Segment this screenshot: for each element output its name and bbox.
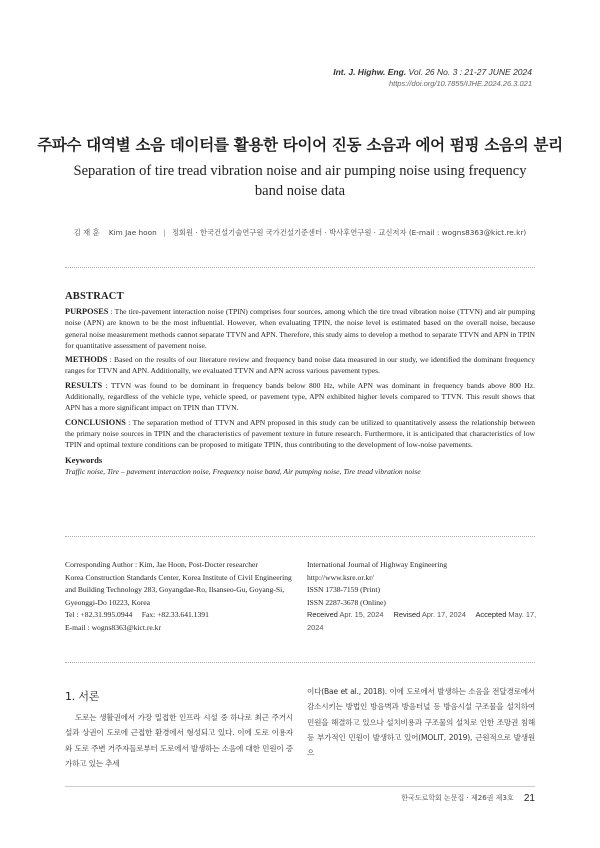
methods-label: METHODS (65, 355, 108, 365)
divider-middle (65, 536, 535, 537)
author-line (0, 228, 600, 238)
journal-name: International Journal of Highway Engineering (307, 560, 448, 569)
correspondence-line: Gyeonggi-Do 10223, Korea (65, 597, 150, 607)
history-dates (307, 609, 547, 634)
footer-divider (65, 786, 535, 787)
author-name-korean: 김 재 훈 (73, 228, 100, 237)
author-affiliation: 정회원 · 한국건설기술연구원 국가건설기준센터 · 박사후연구원 · 교신저자 (E-mail : wogns8363@kict.re.kr) (171, 228, 527, 237)
title-english: Separation of tire tread vibration noise and air pumping noise using frequency band noise data (73, 163, 527, 199)
journal-url[interactable]: http://www.ksre.or.kr/ (307, 572, 374, 582)
correspondence-phone-fax: Tel : +82.31.995.0944 Fax: +82.33.641.1391 (65, 610, 209, 619)
correspondence-line: Corresponding Author : Kim, Jae Hoon, Post-Docter researcher (65, 560, 258, 569)
keywords-list: Traffic noise, Tire – pavement interaction noise, Frequency noise band, Air pumping noise, Tire tread vibration noise (65, 466, 421, 476)
results-text: : TTVN was found to be dominant in frequency bands below 800 Hz, while APN was dominant in frequency bands above 800 Hz. Additionally, regardless of the vehicle type, vehicle speed, or pavement type, APN exhibited higher levels compared to TTVN. This result shows that APN has a more significant impact on TPIN than TTVN. (65, 380, 535, 413)
section-title-introduction: 1. 서론 (65, 690, 100, 703)
revised-label: Revised (393, 610, 421, 619)
abstract-section (65, 291, 535, 477)
correspondence-line: Korea Construction Standards Center, Korea Institute of Civil Engineering (65, 572, 292, 582)
author-name-english: Kim Jae hoon (108, 228, 157, 237)
volume-pages: Vol. 26 No. 3 : 21-27 JUNE 2024 (408, 67, 532, 77)
correspondence-line: and Building Technology 283, Goyangdae-Ro, Ilsanseo-Gu, Goyang-Si, (65, 585, 285, 594)
divider-bottom (65, 662, 535, 663)
introduction-paragraph-right: 이다(Bae et al., 2018). 이에 도로에서 발생하는 소음을 전달경로에서 감소시키는 방법인 방음벽과 방음터널 등 방음시설 구조물을 설치하여 민원을 해결하고 있으나 설치비용과 구조물의 설치로 인한 조망권 침해 등 부가적인 민원이 발생하고 있어(MOLIT, 2019), 근원적으로 발생원으 (307, 687, 535, 758)
accepted-date: May. 17, 2024 (307, 610, 537, 632)
conclusions-text: : The separation method of TTVN and APN proposed in this study can be utilized to quantitatively assess the relationship between the primary noise sources in TPIN and the characteristics of pavement texture in future research. Furthermore, it is anticipated that characteristics of low TPIN and optimal texture conditions can be proposed to mitigate TPIN, thus contributing to the development of low-noise pavements. (65, 417, 535, 450)
keywords-heading: Keywords (65, 454, 103, 465)
correspondence-email[interactable]: E-mail : wogns8363@kict.re.kr (65, 622, 161, 632)
body-column-left (65, 684, 293, 771)
received-date: Apr. 15, 2024 (339, 610, 384, 619)
doi-link[interactable]: https://doi.org/10.7855/IJHE.2024.26.3.021 (388, 79, 532, 88)
divider-top (65, 267, 535, 268)
issn-print: ISSN 1738-7159 (Print) (307, 585, 380, 594)
abstract-methods (65, 354, 535, 377)
received-label: Received (307, 610, 338, 619)
abstract-conclusions (65, 417, 535, 451)
title-korean: 주파수 대역별 소음 데이터를 활용한 타이어 진동 소음과 에어 펌핑 소음의 분리 (37, 136, 563, 154)
purposes-label: PURPOSES (65, 307, 109, 316)
footer-journal-issue: 한국도로학회 논문집 · 제26권 제3호 (401, 794, 514, 802)
journal-abbreviation: Int. J. Highw. Eng. (333, 67, 407, 77)
introduction-paragraph-left: 도로는 생활권에서 가장 밀접한 인프라 시설 중 하나로 최근 주거시설과 상권이 도로에 근접한 환경에서 형성되고 있다. 이에 도로 이용자와 도로 주변 거주자들로부터 도로에서 발생하는 소음에 대한 민원이 증가하고 있는 추세 (65, 713, 293, 768)
abstract-results (65, 380, 535, 414)
abstract-purposes (65, 306, 535, 351)
correspondence-block (65, 559, 300, 634)
page-number: 21 (523, 793, 535, 804)
accepted-label: Accepted (475, 610, 507, 619)
revised-date: Apr. 17, 2024 (421, 610, 466, 619)
body-column-right (307, 684, 535, 760)
conclusions-label: CONCLUSIONS (65, 417, 126, 427)
journal-info-block (307, 559, 547, 634)
journal-reference (333, 66, 532, 89)
author-separator: | (163, 228, 166, 237)
results-label: RESULTS (65, 380, 103, 390)
methods-text: : Based on the results of our literature review and frequency band noise data measured in our study, we identified the dominant frequency ranges for TTVN and APN. Additionally, we evaluated TTVN and APN across various pavement types. (65, 355, 535, 376)
purposes-text: : The tire-pavement interaction noise (TPIN) comprises four sources, among which the tire tread vibration noise (TTVN) and air pumping noise (APN) are known to be the most influential. However, when evaluating TPIN, the noise level is estimated based on the overall noise, because general noise measurement methods cannot separate TTVN and APN. Therefore, this study aims to develop a method to separate TTVN and APN in TPIN for quantitative assessment of pavement noise. (65, 307, 535, 350)
page-footer (401, 793, 535, 804)
issn-online: ISSN 2287-3678 (Online) (307, 597, 386, 607)
abstract-heading: ABSTRACT (65, 291, 124, 302)
